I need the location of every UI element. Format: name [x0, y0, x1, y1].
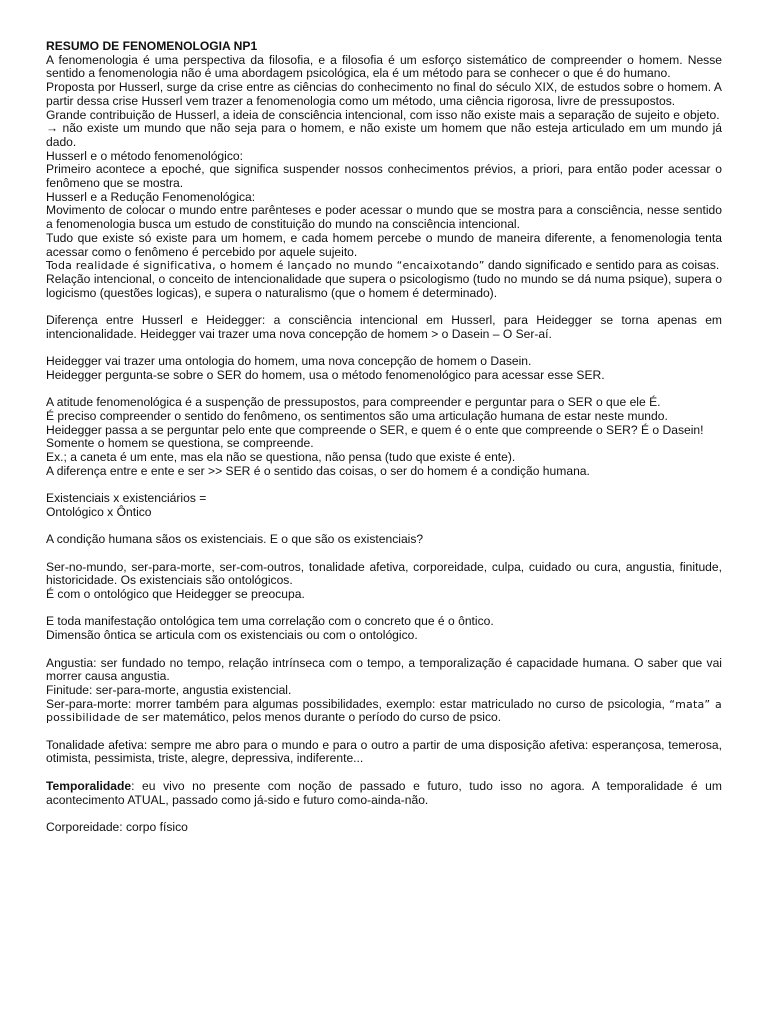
document-title: RESUMO DE FENOMENOLOGIA NP1 — [46, 39, 258, 53]
paragraph-fragment: Toda realidade é significativa, o homem é lançado no mundo “encaixotando” — [46, 259, 485, 273]
paragraph: Ontológico x Ôntico — [46, 504, 152, 519]
paragraph: A condição humana sãos os existenciais. E o que são os existenciais? — [46, 532, 424, 547]
paragraph-fragment: : eu vivo no presente com noção de passado e futuro, tudo isso no agora. A temporalidade é um acontecimento ATUAL, passado como já-sido e futuro como-ainda-não. — [46, 778, 722, 807]
paragraph: É com o ontológico que Heidegger se preocupa. — [46, 587, 305, 602]
paragraph: Grande contribuição de Husserl, a ideia de consciência intencional, com isso não existe mais a separação de sujeito e objeto. — [46, 107, 720, 122]
paragraph-fragment: dando significado e sentido para as coisas. — [484, 258, 720, 273]
paragraph: Ex.; a caneta é um ente, mas ela não se questiona, não pensa (tudo que existe é ente). — [46, 450, 516, 465]
bold-term: Temporalidade — [46, 778, 132, 793]
paragraph: → não existe um mundo que não seja para o homem, e não existe um homem que não esteja articulado em um mundo já dado. — [46, 121, 722, 149]
paragraph-fragment: Ser-para-morte: morrer também para algumas possibilidades, exemplo: estar matriculado no curso de psicologia, — [46, 696, 670, 711]
paragraph: Heidegger pergunta-se sobre o SER do homem, usa o método fenomenológico para acessar esse SER. — [46, 367, 605, 382]
spacer — [46, 766, 722, 780]
paragraph: Heidegger passa a se perguntar pelo ente que compreende o SER, e quem é o ente que compreende o SER? É o Dasein! — [46, 422, 704, 437]
paragraph: Existenciais x existenciários = — [46, 491, 207, 506]
paragraph: Movimento de colocar o mundo entre parênteses e poder acessar o mundo que se mostra para a consciência, nesse sentido a fenomenologia busca um estudo de constituição do mundo na consciência intencional. — [46, 203, 722, 232]
paragraph: A fenomenologia é uma perspectiva da filosofia, e a filosofia é um esforço sistemático de compreender o homem. Nesse sentido a fenomenologia não é uma abordagem psicológica, ela é um método para se conhecer o que é do humano. — [46, 52, 722, 81]
paragraph: Proposta por Husserl, surge da crise entre as ciências do conhecimento no final do século XIX, de estudos sobre o homem. A partir dessa crise Husserl vem trazer a fenomenologia como um método, uma ciência rigorosa, livre de pressupostos. — [46, 80, 722, 108]
paragraph — [46, 259, 722, 273]
spacer — [46, 341, 722, 355]
paragraph: Primeiro acontece a epoché, que significa suspender nossos conhecimentos prévios, a priori, para então poder acessar o fenômeno que se mostra. — [46, 162, 722, 191]
paragraph: Corporeidade: corpo físico — [46, 819, 188, 834]
spacer — [46, 300, 722, 314]
paragraph: Finitude: ser-para-morte, angustia existencial. — [46, 682, 292, 697]
paragraph: Heidegger vai trazer uma ontologia do homem, uma nova concepção de homem o Dasein. — [46, 354, 532, 369]
spacer — [46, 547, 722, 561]
spacer — [46, 807, 722, 821]
spacer — [46, 602, 722, 616]
paragraph: Relação intencional, o conceito de intencionalidade que supera o psicologismo (tudo no mundo se dá numa psique), supera o logicismo (questões logicas), e supera o naturalismo (que o homem é determinado). — [46, 271, 722, 300]
spacer — [46, 478, 722, 492]
document-body — [46, 40, 722, 835]
paragraph: Diferença entre Husserl e Heidegger: a consciência intencional em Husserl, para Heidegger se torna apenas em intencionalidade. Heidegger vai trazer uma nova concepção de homem > o Dasein – O Ser-aí. — [46, 313, 722, 341]
section-heading: Husserl e a Redução Fenomenológica: — [46, 189, 256, 204]
paragraph: Ser-no-mundo, ser-para-morte, ser-com-outros, tonalidade afetiva, corporeidade, culpa, cuidado ou cura, angustia, finitude, historicidade. Os existenciais são ontológicos. — [46, 559, 722, 588]
paragraph — [46, 698, 722, 725]
paragraph-fragment: “mata” a possibilidade de ser — [46, 697, 722, 725]
paragraph: Dimensão ôntica se articula com os existenciais ou com o ontológico. — [46, 628, 418, 643]
paragraph: Tonalidade afetiva: sempre me abro para o mundo e para o outro a partir de uma disposição afetiva: esperançosa, temerosa, otimista, pessimista, triste, alegre, depressiva, indiferente... — [46, 737, 722, 766]
section-heading: Husserl e o método fenomenológico: — [46, 148, 243, 163]
paragraph-fragment: matemático, pelos menos durante o período do curso de psico. — [159, 710, 502, 725]
paragraph: A diferença entre e ente e ser >> SER é o sentido das coisas, o ser do homem é a condição humana. — [46, 463, 590, 478]
spacer — [46, 725, 722, 739]
spacer — [46, 520, 722, 534]
paragraph — [46, 780, 722, 807]
paragraph: Angustia: ser fundado no tempo, relação intrínseca com o tempo, a temporalização é capacidade humana. O saber que vai morrer causa angustia. — [46, 655, 722, 684]
paragraph: É preciso compreender o sentido do fenômeno, os sentimentos são uma articulação humana de estar neste mundo. — [46, 408, 668, 423]
spacer — [46, 643, 722, 657]
paragraph: Tudo que existe só existe para um homem, e cada homem percebe o mundo de maneira diferente, a fenomenologia tenta acessar como o fenômeno é percebido por aquele sujeito. — [46, 230, 722, 259]
paragraph: E toda manifestação ontológica tem uma correlação com o concreto que é o ôntico. — [46, 614, 494, 629]
paragraph: Somente o homem se questiona, se compreende. — [46, 436, 314, 451]
paragraph: A atitude fenomenológica é a suspenção de pressupostos, para compreender e perguntar para o SER o que ele É. — [46, 395, 661, 410]
